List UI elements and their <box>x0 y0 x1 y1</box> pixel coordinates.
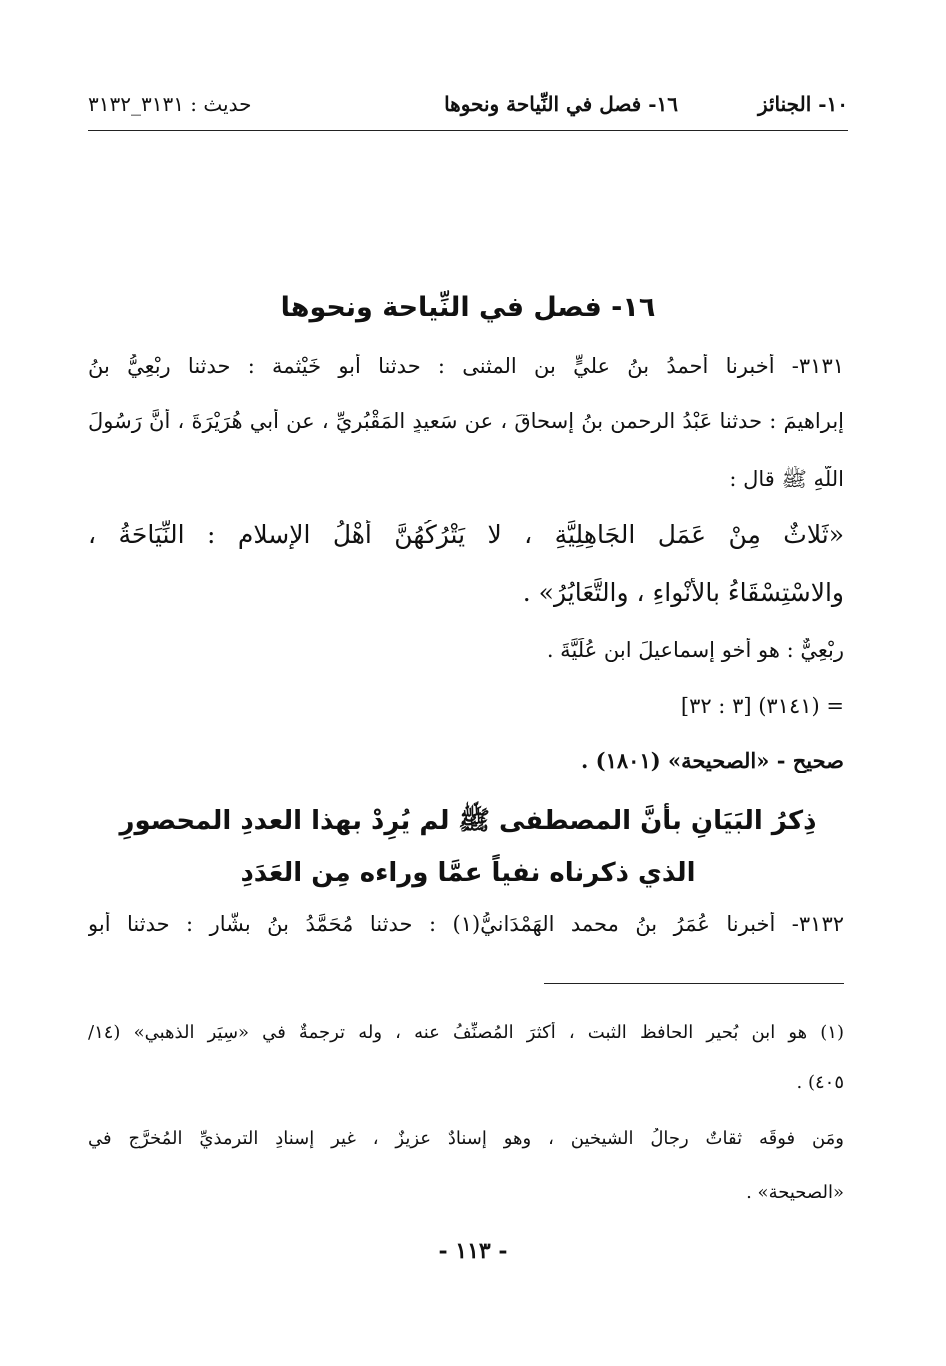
header-rule <box>88 130 848 131</box>
header-chapter-title: ١٦- فصل في النِّياحة ونحوها <box>444 92 678 116</box>
section-title: ١٦- فصل في النِّياحة ونحوها <box>280 292 656 323</box>
hadith-3131-line-3: اللَّهِ ﷺ قال : <box>729 467 844 491</box>
hadith-3131-matn-line-1: «ثَلاثٌ مِنْ عَمَلِ الجَاهِلِيَّةِ ، لا يَتْرُكُهُنَّ أَهْلُ الإِسلامِ : النِّيَاحَةُ ، <box>88 520 844 549</box>
dhikr-heading-line-1: ذِكرُ البَيَانِ بأنَّ المصطفى ﷺ لم يُرِدْ بهذا العددِ المحصورِ <box>119 806 817 836</box>
hadith-3132-line-1: ٣١٣٢- أخبرنا عُمَرُ بنُ محمد الهَمْدَانيُّ(١) : حدثنا مُحَمَّدُ بنُ بشَّار : حدثنا أبو <box>88 912 844 936</box>
footnote-rule <box>544 983 844 984</box>
hadith-grade: صحيح - «الصحيحة» (١٨٠١) . <box>581 748 844 773</box>
page-number: - ١١٣ - <box>438 1238 508 1264</box>
header-hadith-range: حديث : ٣١٣١_٣١٣٢ <box>88 92 252 116</box>
hadith-3131-matn-line-2: والاسْتِسْقَاءُ بالأَنْواءِ ، والتَّعَايُرُ» . <box>522 578 844 607</box>
hadith-3131-line-1: ٣١٣١- أخبرنا أحمدُ بنُ عليٍّ بن المثنى : حدثنا أبو خَيْثمة : حدثنا رِبْعِيُّ بنُ <box>88 354 844 378</box>
hadith-3131-line-2: إبراهيمَ : حدثنا عَبْدُ الرحمن بنُ إسحاقَ ، عن سَعيدٍ المَقْبُرِيِّ ، عن أبي هُرَيْرَةَ ، أنَّ رَسُولَ <box>88 409 844 433</box>
cross-reference: = (٣١٤١) [٣ : ٣٢] <box>680 694 844 718</box>
footnote-1-line-4: «الصحيحة» . <box>746 1182 844 1203</box>
header-book-title: ١٠- الجنائز <box>757 92 848 116</box>
running-header <box>88 92 848 124</box>
footnote-1-line-1: (١) هو ابن بُحيرٍ الحافظ الثبت ، أكثرَ المُصنِّفُ عنه ، وله ترجمةٌ في «سِيَرِ الذهبي» (١٤/ <box>88 1022 844 1043</box>
dhikr-heading-line-2: الذي ذكرناه نفياً عمَّا وراءه مِن العَدَدِ <box>240 858 696 888</box>
footnote-1-line-2: ٤٠٥) . <box>796 1072 844 1093</box>
footnote-1-line-3: ومَن فوقَه ثقاتٌ رجالُ الشيخين ، وهو إسنادٌ عزيزٌ ، غير إسنادِ الترمذيِّ المُخرَّجِ في <box>88 1128 844 1149</box>
narrator-note: رِبْعِيٌّ : هو أخو إسماعيلَ ابنِ عُلَيَّةَ . <box>546 638 844 662</box>
